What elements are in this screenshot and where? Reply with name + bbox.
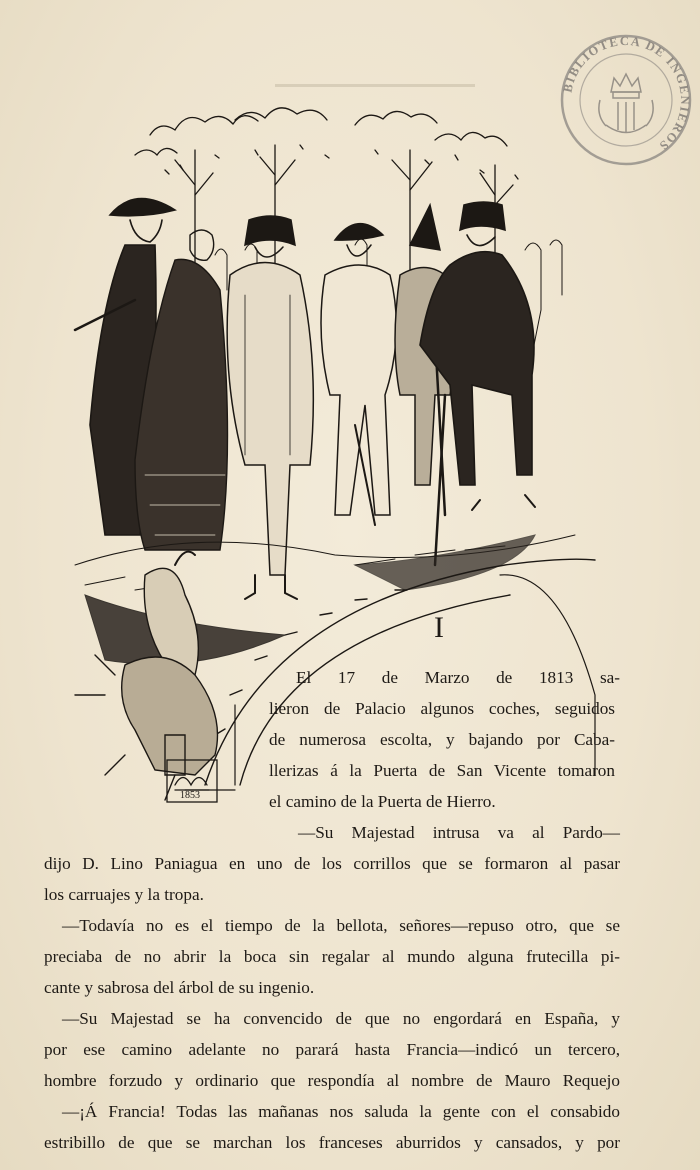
figure-bicorne-centre <box>321 224 396 525</box>
text-line: llerizas á la Puerta de San Vicente tomaron <box>269 761 615 780</box>
text-line: —¡Á Francia! Todas las mañanas nos saluda la gente con el consabido <box>62 1102 620 1121</box>
figure-tophat-back <box>227 216 313 599</box>
stamp-text: BIBLIOTECA DE INGENIEROS <box>560 33 693 154</box>
text-line: El 17 de Marzo de 1813 sa- <box>296 668 620 687</box>
text-line: por ese camino adelante no parará hasta Francia—indicó un tercero, <box>44 1040 620 1059</box>
text-line: cante y sabrosa del árbol de su ingenio. <box>44 978 315 997</box>
dogs-vignette <box>75 552 235 800</box>
text-line: estribillo de que se marchan los franceses aburridos y cansados, y por <box>44 1133 620 1152</box>
running-head-faint <box>255 80 495 92</box>
text-line: los carruajes y la tropa. <box>44 885 204 904</box>
text-line: lieron de Palacio algunos coches, seguidos <box>269 699 615 718</box>
text-line: hombre forzudo y ordinario que respondía al nombre de Mauro Requejo <box>44 1071 620 1090</box>
chapter-number: I <box>434 611 444 644</box>
text-line: —Todavía no es el tiempo de la bellota, señores—repuso otro, que se <box>62 916 620 935</box>
text-line: preciaba de no abrir la boca sin regalar al mundo alguna frutecilla pi- <box>44 947 620 966</box>
crown-icon <box>599 74 653 133</box>
text-line: de numerosa escolta, y bajando por Caba- <box>269 730 615 749</box>
text-line: —Su Majestad se ha convencido de que no engordará en España, y <box>62 1009 620 1028</box>
text-line: el camino de la Puerta de Hierro. <box>269 792 496 811</box>
artist-signature-year: 1853 <box>180 790 200 801</box>
text-line: dijo D. Lino Paniagua en uno de los corrillos que se formaron al pasar <box>44 854 620 873</box>
text-line: —Su Majestad intrusa va al Pardo— <box>298 823 620 842</box>
